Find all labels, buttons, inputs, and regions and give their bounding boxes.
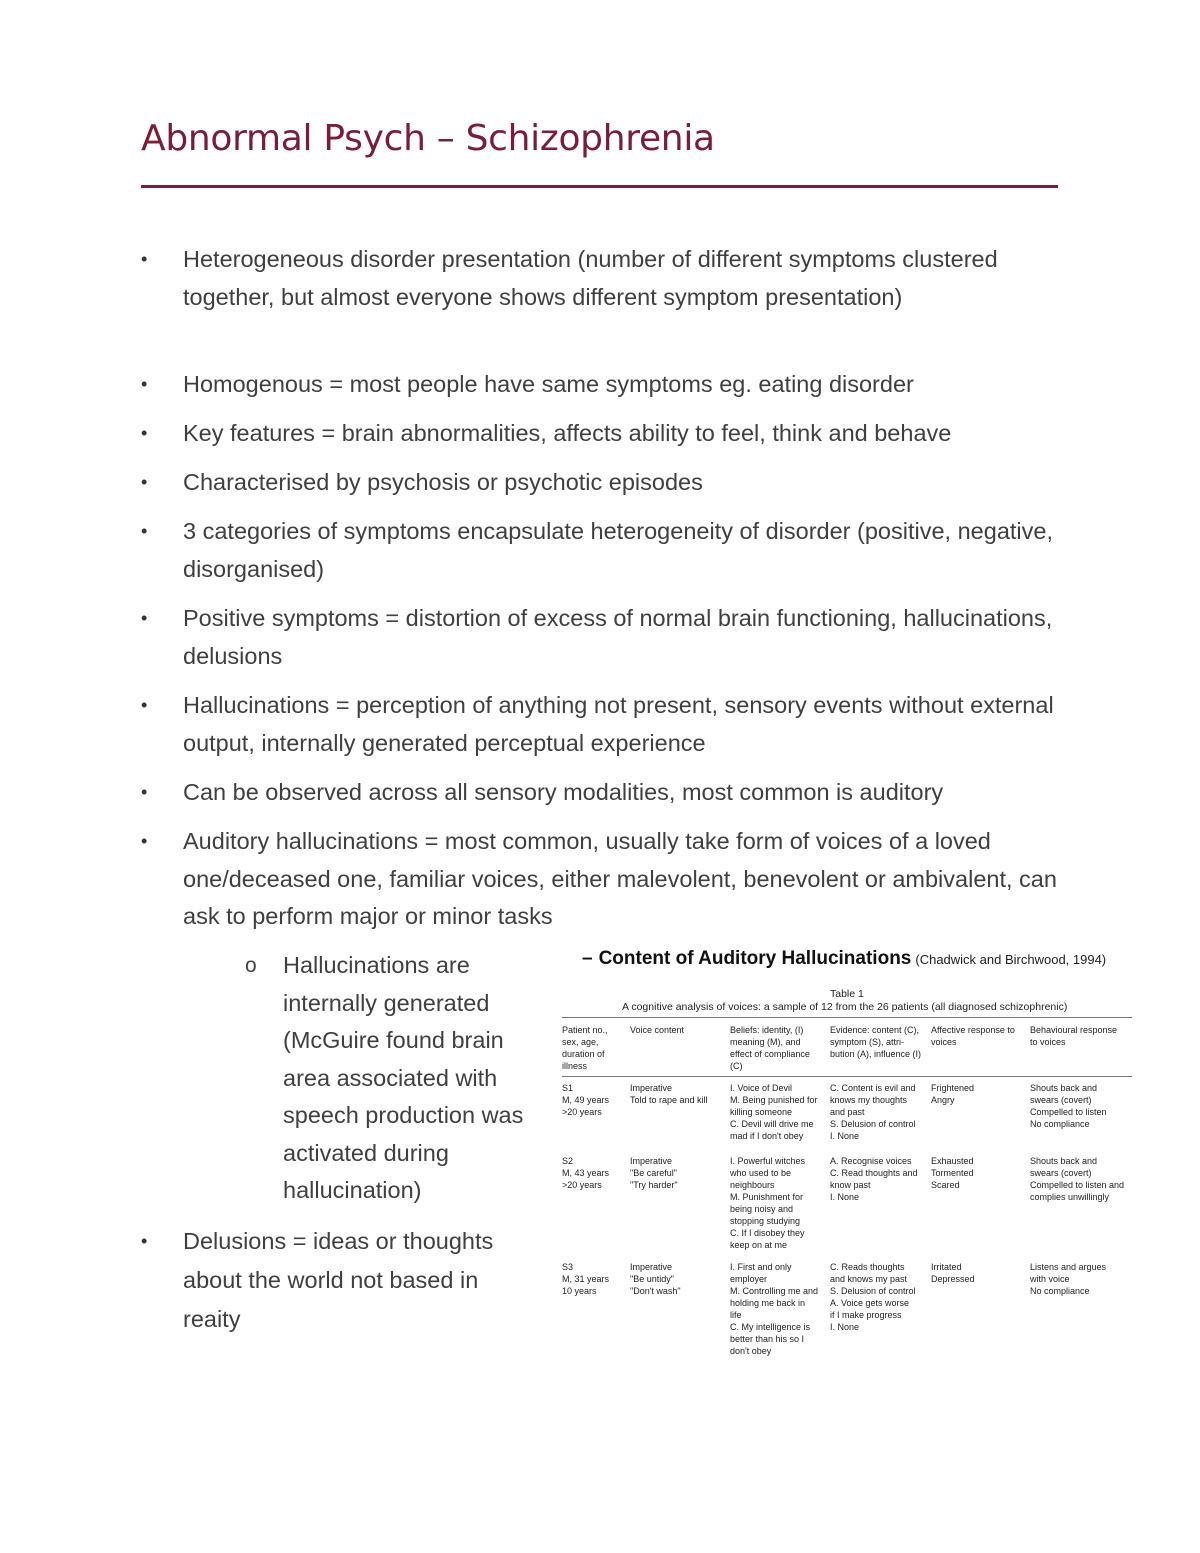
list-item [141,513,1071,588]
list-item [141,366,1071,404]
bullet-icon: • [141,374,148,394]
bullet-text: Key features = brain abnormalities, affects ability to feel, think and behave [183,420,952,446]
page-title: Abnormal Psych – Schizophrenia [141,118,715,159]
table-rule-top [562,1017,1132,1018]
table-cell: Listens and argues with voice No compliance [1030,1262,1107,1296]
table-cell: I. Voice of Devil M. Being punished for killing someone C. Devil will drive me mad if I don't obey [730,1083,818,1141]
bullet-text: Characterised by psychosis or psychotic episodes [183,469,703,495]
bullet-icon: • [141,695,148,715]
table-cell: Exhausted Tormented Scared [931,1156,974,1190]
list-item [141,464,1071,502]
list-item [141,687,1071,762]
bullet-text: 3 categories of symptoms encapsulate heterogeneity of disorder (positive, negative, disorganised) [183,518,1053,582]
bullet-text: Heterogeneous disorder presentation (number of different symptoms clustered together, but almost everyone shows different symptom presentation) [183,246,998,310]
list-item [141,600,1071,675]
table-cell: C. Reads thoughts and knows my past S. Delusion of control A. Voice gets worse if I make progress I. None [830,1262,916,1332]
sub-bullet-text: Hallucinations are internally generated (McGuire found brain area associated with speech production was activated during hallucination) [283,952,524,1203]
table-header-affective: Affective response to voices [931,1025,1015,1047]
caption-title: Content of Auditory Hallucinations [598,948,912,969]
table-cell: Frightened Angry [931,1083,975,1105]
bullet-text: Delusions = ideas or thoughts about the world not based in reaity [183,1228,494,1332]
bullet-text: Auditory hallucinations = most common, usually take form of voices of a loved one/deceased one, familiar voices, either malevolent, benevolent or ambivalent, can ask to perform major or minor tasks [183,828,1057,929]
table-cell: Shouts back and swears (covert) Compelled to listen and complies unwillingly [1030,1156,1125,1202]
table-header-voice: Voice content [630,1025,685,1035]
caption-citation: (Chadwick and Birchwood, 1994) [915,952,1107,967]
table-cell: I. Powerful witches who used to be neighbours M. Punishment for being noisy and stopping studying C. If I disobey they keep on at me [730,1156,806,1250]
table-number: Table 1 [830,988,864,1000]
table-cell: S3 M, 31 years 10 years [562,1262,610,1296]
sub-bullet-icon: o [245,954,257,977]
bullet-icon: • [141,521,148,541]
list-item [141,823,1071,936]
table-cell: S2 M, 43 years >20 years [562,1156,610,1190]
bullet-icon: • [141,782,148,802]
list-item [141,415,1071,453]
caption-dash: – [582,948,593,969]
table-cell: I. First and only employer M. Controlling me and holding me back in life C. My intelligence is better than his so I don't obey [730,1262,819,1356]
bullet-icon: • [141,472,148,492]
table-header-beliefs: Beliefs: identity, (I) meaning (M), and effect of compliance (C) [730,1025,810,1071]
bullet-text: Hallucinations = perception of anything not present, sensory events without external output, internally generated perceptual experience [183,692,1054,756]
table-cell: Irritated Depressed [931,1262,975,1284]
table-cell: Imperative "Be careful" "Try harder" [630,1156,678,1190]
table-header-patient: Patient no., sex, age, duration of illness [562,1025,608,1071]
figure-caption [582,948,1106,970]
table-cell: Imperative Told to rape and kill [630,1083,708,1105]
sub-list-item [245,947,545,1210]
table-cell: C. Content is evil and knows my thoughts and past S. Delusion of control I. None [830,1083,916,1141]
title-divider [141,185,1058,188]
bullet-text: Homogenous = most people have same symptoms eg. eating disorder [183,371,914,397]
table-cell: S1 M, 49 years >20 years [562,1083,610,1117]
table-figure [550,945,1140,1365]
bullet-icon: • [141,423,148,443]
bullet-icon: • [141,831,148,851]
bullet-icon: • [141,249,148,269]
list-item [141,241,1071,316]
table-cell: Shouts back and swears (covert) Compelled to listen No compliance [1030,1083,1107,1129]
table-header-evidence: Evidence: content (C), symptom (S), attri- bution (A), influence (I) [830,1025,922,1059]
list-item [141,774,1071,812]
table-rule-header [562,1076,1132,1077]
bullet-text: Positive symptoms = distortion of excess of normal brain functioning, hallucinations, delusions [183,605,1053,669]
bullet-icon: • [141,608,148,628]
table-title: A cognitive analysis of voices: a sample of 12 from the 26 patients (all diagnosed schizophrenic) [622,1001,1068,1013]
table-cell: A. Recognise voices C. Read thoughts and know past I. None [830,1156,918,1202]
bullet-icon: • [141,1231,148,1251]
list-item [141,1222,541,1339]
bullet-text: Can be observed across all sensory modalities, most common is auditory [183,779,944,805]
table-cell: Imperative "Be untidy" "Don't wash" [630,1262,681,1296]
table-header-behavioural: Behavioural response to voices [1030,1025,1118,1047]
